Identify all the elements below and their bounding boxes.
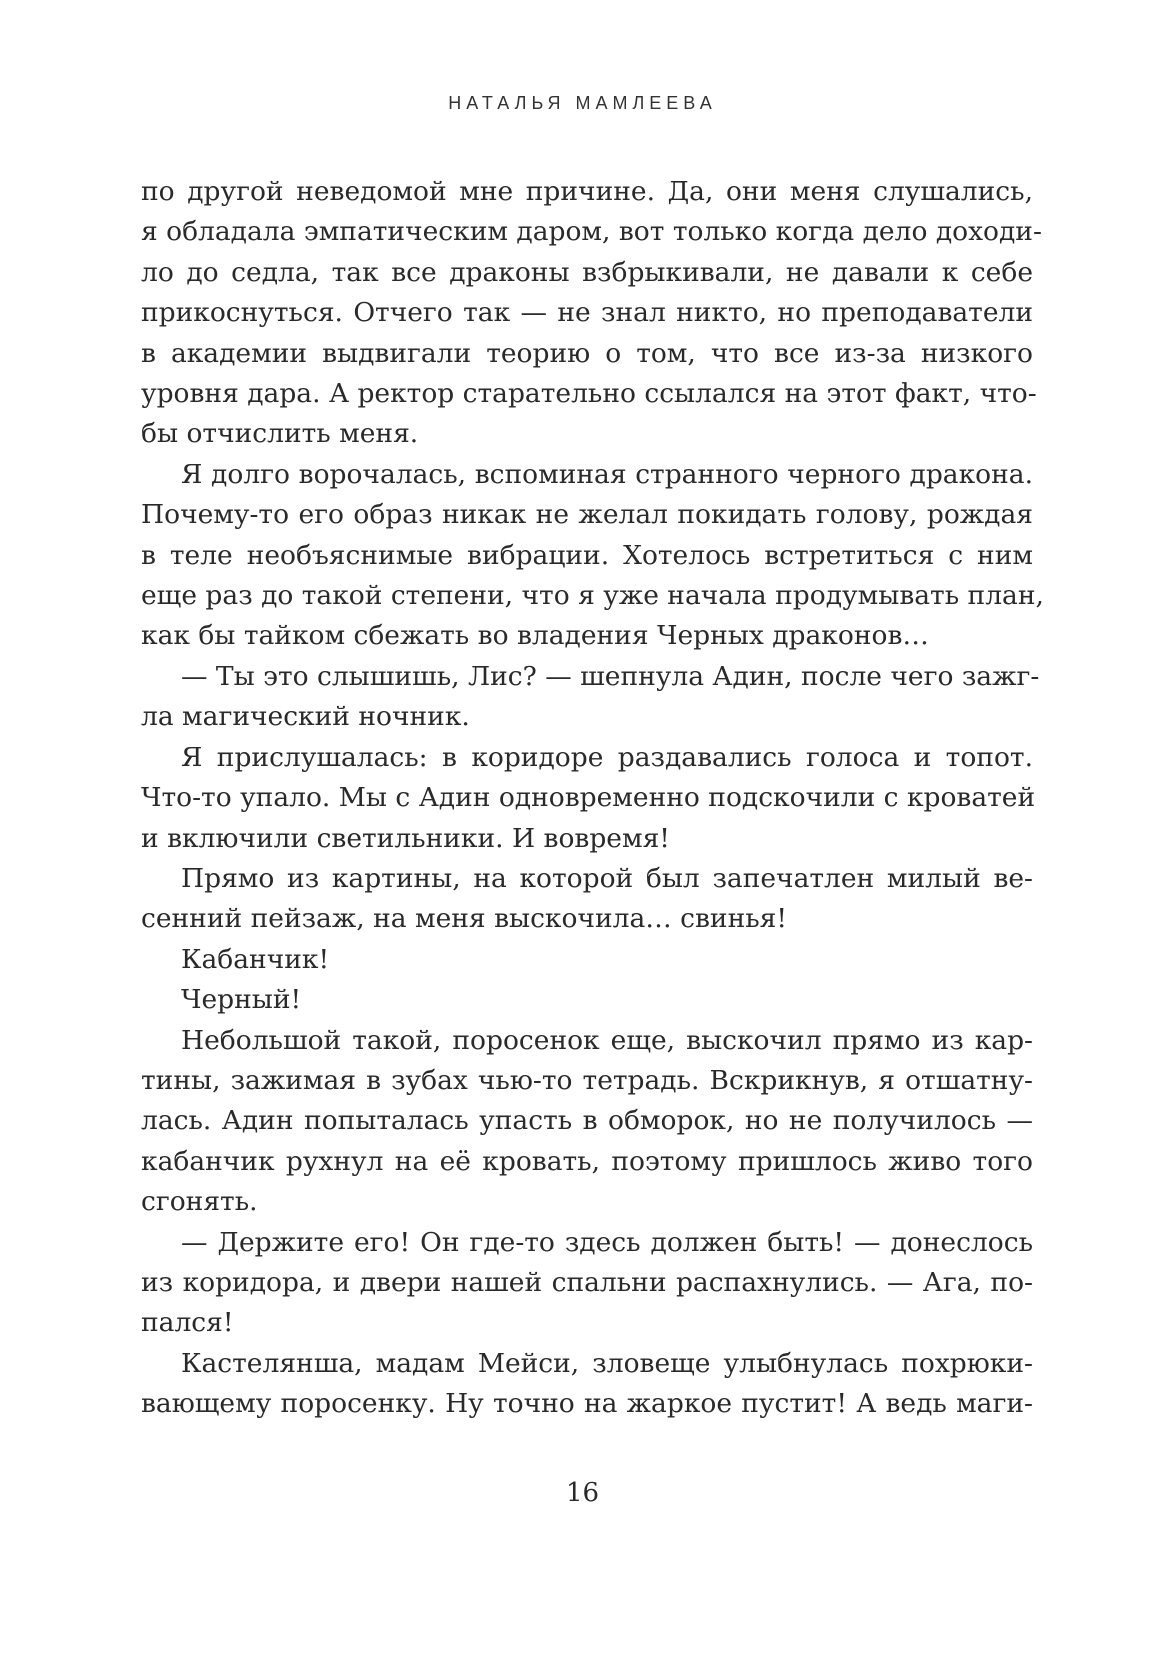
text-line: бы отчислить меня. bbox=[141, 418, 419, 450]
text-line: Я прислушалась: в коридоре раздавались голоса и топот. bbox=[181, 741, 1033, 773]
text-line: ла магический ночник. bbox=[141, 701, 470, 733]
text-line: Почему-то его образ никак не желал покидать голову, рождая bbox=[141, 499, 1033, 531]
text-line: я обладала эмпатическим даром, вот только когда дело доходи- bbox=[141, 216, 1042, 248]
text-line: по другой неведомой мне причине. Да, они меня слушались, bbox=[141, 176, 1033, 207]
text-line: уровня дара. А ректор старательно ссылался на этот факт, что- bbox=[141, 378, 1037, 410]
text-line: еще раз до такой степени, что я уже начала продумывать план, bbox=[141, 580, 1044, 612]
text-line: из коридора, и двери нашей спальни распахнулись. — Ага, по- bbox=[141, 1266, 1033, 1298]
text-line: — Держите его! Он где-то здесь должен быть! — донеслось bbox=[181, 1226, 1033, 1258]
text-line: ло до седла, так все драконы взбрыкивали, не давали к себе bbox=[141, 256, 1033, 288]
text-line: вающему поросенку. Ну точно на жаркое пустит! А ведь маги- bbox=[141, 1388, 1033, 1420]
text-line: Что-то упало. Мы с Адин одновременно подскочили с кроватей bbox=[141, 782, 1036, 814]
text-line: Я долго ворочалась, вспоминая странного черного дракона. bbox=[181, 458, 1033, 490]
running-head: НАТАЛЬЯ МАМЛЕЕВА bbox=[448, 93, 717, 113]
text-line: Прямо из картины, на которой был запечатлен милый ве- bbox=[181, 862, 1033, 894]
text-line: Кастелянша, мадам Мейси, зловеще улыбнулась похрюки- bbox=[181, 1347, 1033, 1379]
text-line: как бы тайком сбежать во владения Черных драконов… bbox=[141, 620, 929, 652]
text-line: в теле необъяснимые вибрации. Хотелось встретиться с ним bbox=[141, 539, 1033, 571]
text-line: сенний пейзаж, на меня выскочила… свинья! bbox=[141, 903, 788, 935]
text-line: в академии выдвигали теорию о том, что все из-за низкого bbox=[141, 337, 1033, 369]
text-line: сгонять. bbox=[141, 1186, 258, 1218]
text-line: и включили светильники. И вовремя! bbox=[141, 822, 670, 854]
text-line: тины, зажимая в зубах чью-то тетрадь. Вскрикнув, я отшатну- bbox=[141, 1064, 1033, 1096]
page-number: 16 bbox=[565, 1478, 600, 1508]
text-line: кабанчик рухнул на её кровать, поэтому пришлось живо того bbox=[141, 1145, 1033, 1177]
body-text bbox=[141, 172, 1044, 1425]
text-line: Черный! bbox=[181, 984, 302, 1016]
text-line: пался! bbox=[141, 1307, 234, 1339]
text-line: — Ты это слышишь, Лис? — шепнула Адин, после чего зажг- bbox=[181, 660, 1040, 692]
text-line: Кабанчик! bbox=[181, 943, 330, 975]
text-line: Небольшой такой, поросенок еще, выскочил прямо из кар- bbox=[181, 1024, 1033, 1056]
text-line: лась. Адин попыталась упасть в обморок, но не получилось — bbox=[141, 1105, 1033, 1137]
text-line: прикоснуться. Отчего так — не знал никто, но преподаватели bbox=[141, 297, 1033, 329]
